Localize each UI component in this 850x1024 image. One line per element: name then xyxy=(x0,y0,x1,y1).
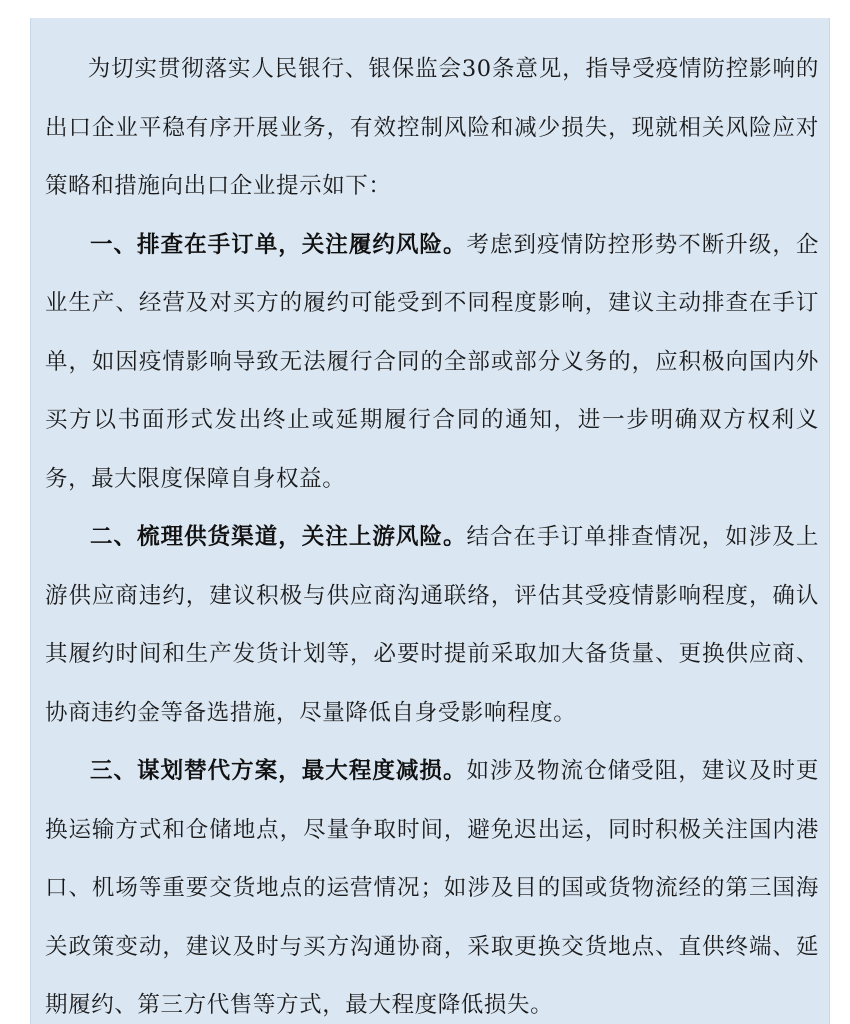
section-2-heading: 二、梳理供货渠道，关注上游风险。 xyxy=(90,524,467,550)
document-page xyxy=(30,18,830,1024)
section-1-paragraph xyxy=(45,216,819,509)
section-1-heading: 一、排查在手订单，关注履约风险。 xyxy=(90,231,467,258)
section-3-heading: 三、谋划替代方案，最大程度减损。 xyxy=(90,758,467,784)
section-1-body: 考虑到疫情防控形势不断升级，企业生产、经营及对买方的履约可能受到不同程度影响，建议主动排查在手订单，如因疫情影响导致无法履行合同的全部或部分义务的，应积极向国内外买方以书面形式发出终止或延期履行合同的通知，进一步明确双方权利义务，最大限度保障自身权益。 xyxy=(45,231,819,492)
section-2-body: 结合在手订单排查情况，如涉及上游供应商违约，建议积极与供应商沟通联络，评估其受疫情影响程度，确认其履约时间和生产发货计划等，必要时提前采取加大备货量、更换供应商、协商违约金等备选措施，尽量降低自身受影响程度。 xyxy=(45,524,819,726)
section-3-body: 如涉及物流仓储受阻，建议及时更换运输方式和仓储地点，尽量争取时间，避免迟出运，同时积极关注国内港口、机场等重要交货地点的运营情况；如涉及目的国或货物流经的第三国海关政策变动，建议及时与买方沟通协商，采取更换交货地点、直供终端、延期履约、第三方代售等方式，最大程度降低损失。 xyxy=(45,758,819,1018)
section-2-paragraph xyxy=(45,508,819,742)
section-3-paragraph xyxy=(45,742,819,1024)
intro-paragraph: 为切实贯彻落实人民银行、银保监会30条意见，指导受疫情防控影响的出口企业平稳有序开展业务，有效控制风险和减少损失，现就相关风险应对策略和措施向出口企业提示如下： xyxy=(45,56,819,199)
